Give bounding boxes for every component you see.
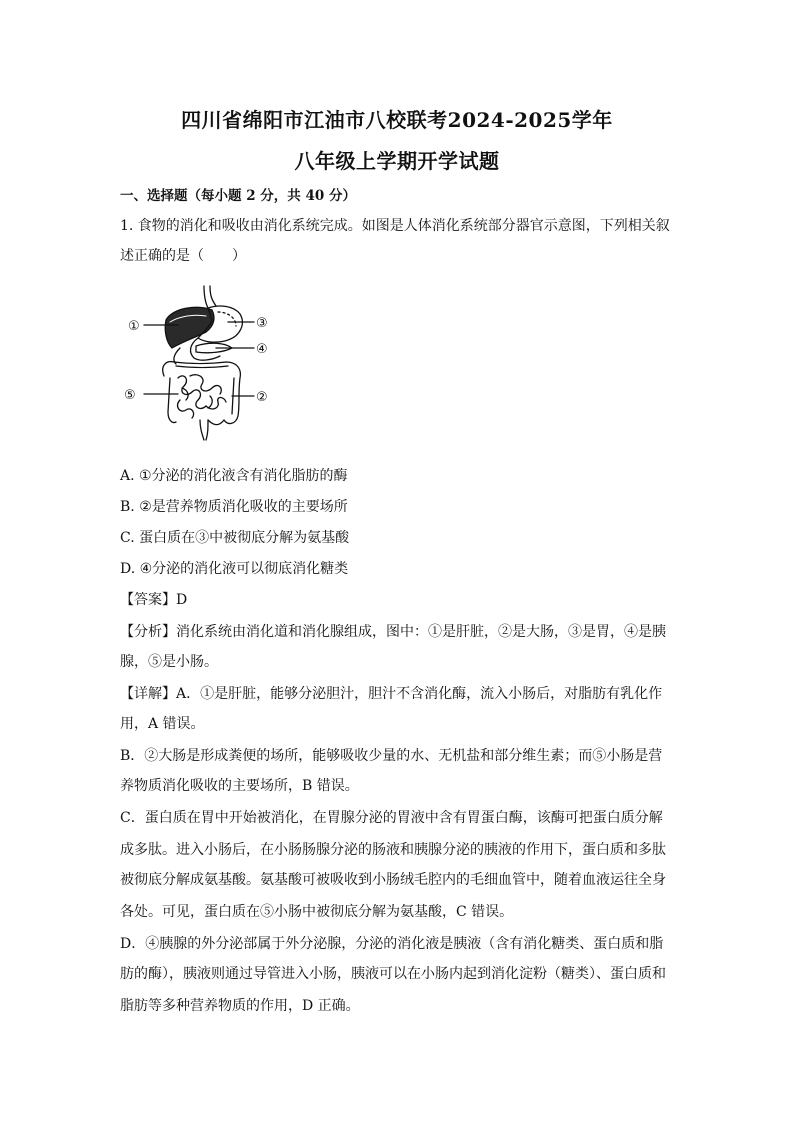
figure-label-2: ② bbox=[256, 390, 268, 405]
page-title: 四川省绵阳市江油市八校联考2024-2025学年 bbox=[181, 108, 613, 132]
detail-line-8: 各处。可见，蛋白质在⑤小肠中被彻底分解为氨基酸，C 错误。 bbox=[120, 904, 514, 920]
detail-line-1: 【详解】A．①是肝脏，能够分泌胆汁，胆汁不含消化酶，流入小肠后，对脂肪有乳化作 bbox=[120, 686, 663, 702]
detail-line-5: C．蛋白质在胃中开始被消化，在胃腺分泌的胃液中含有胃蛋白酶，该酶可把蛋白质分解 bbox=[120, 810, 663, 826]
figure-label-1: ① bbox=[128, 319, 140, 334]
answer-line: 【答案】D bbox=[120, 592, 188, 608]
detail-line-9: D．④胰腺的外分泌部属于外分泌腺，分泌的消化液是胰液（含有消化糖类、蛋白质和脂 bbox=[120, 936, 664, 952]
option-c: C. 蛋白质在③中被彻底分解为氨基酸 bbox=[120, 530, 350, 546]
page-subtitle: 八年级上学期开学试题 bbox=[294, 149, 500, 173]
detail-line-3: B．②大肠是形成粪便的场所，能够吸收少量的水、无机盐和部分维生素；而⑤小肠是营 bbox=[120, 748, 663, 764]
detail-line-7: 被彻底分解成氨基酸。氨基酸可被吸收到小肠绒毛腔内的毛细血管中，随着血液运往全身 bbox=[120, 872, 666, 888]
question-line-1: 1. 食物的消化和吸收由消化系统完成。如图是人体消化系统部分器官示意图，下列相关叙 bbox=[120, 218, 670, 234]
figure-label-4: ④ bbox=[256, 342, 268, 357]
section-header: 一、选择题（每小题 2 分，共 40 分） bbox=[120, 188, 356, 204]
analysis-line-2: 腺，⑤是小肠。 bbox=[120, 654, 218, 670]
small-intestine-shape bbox=[178, 375, 226, 418]
digestive-system-figure bbox=[120, 282, 280, 450]
large-intestine-shape bbox=[163, 362, 241, 424]
figure-label-3: ③ bbox=[256, 316, 268, 331]
question-line-2: 述正确的是（ ） bbox=[120, 248, 246, 264]
detail-line-6: 成多肽。进入小肠后，在小肠肠腺分泌的肠液和胰腺分泌的胰液的作用下，蛋白质和多肽 bbox=[120, 842, 666, 858]
option-d: D. ④分泌的消化液可以彻底消化糖类 bbox=[120, 561, 349, 577]
analysis-line-1: 【分析】消化系统由消化道和消化腺组成，图中：①是肝脏，②是大肠，③是胃，④是胰 bbox=[120, 624, 666, 640]
detail-line-10: 肪的酶），胰液则通过导管进入小肠，胰液可以在小肠内起到消化淀粉（糖类）、蛋白质和 bbox=[120, 966, 666, 982]
option-a: A. ①分泌的消化液含有消化脂肪的酶 bbox=[120, 468, 348, 484]
option-b: B. ②是营养物质消化吸收的主要场所 bbox=[120, 499, 348, 515]
detail-line-4: 养物质消化吸收的主要场所，B 错误。 bbox=[120, 778, 359, 794]
figure-label-5: ⑤ bbox=[124, 388, 136, 403]
detail-line-11: 脂肪等多种营养物质的作用，D 正确。 bbox=[120, 998, 360, 1014]
detail-line-2: 用，A 错误。 bbox=[120, 716, 205, 732]
